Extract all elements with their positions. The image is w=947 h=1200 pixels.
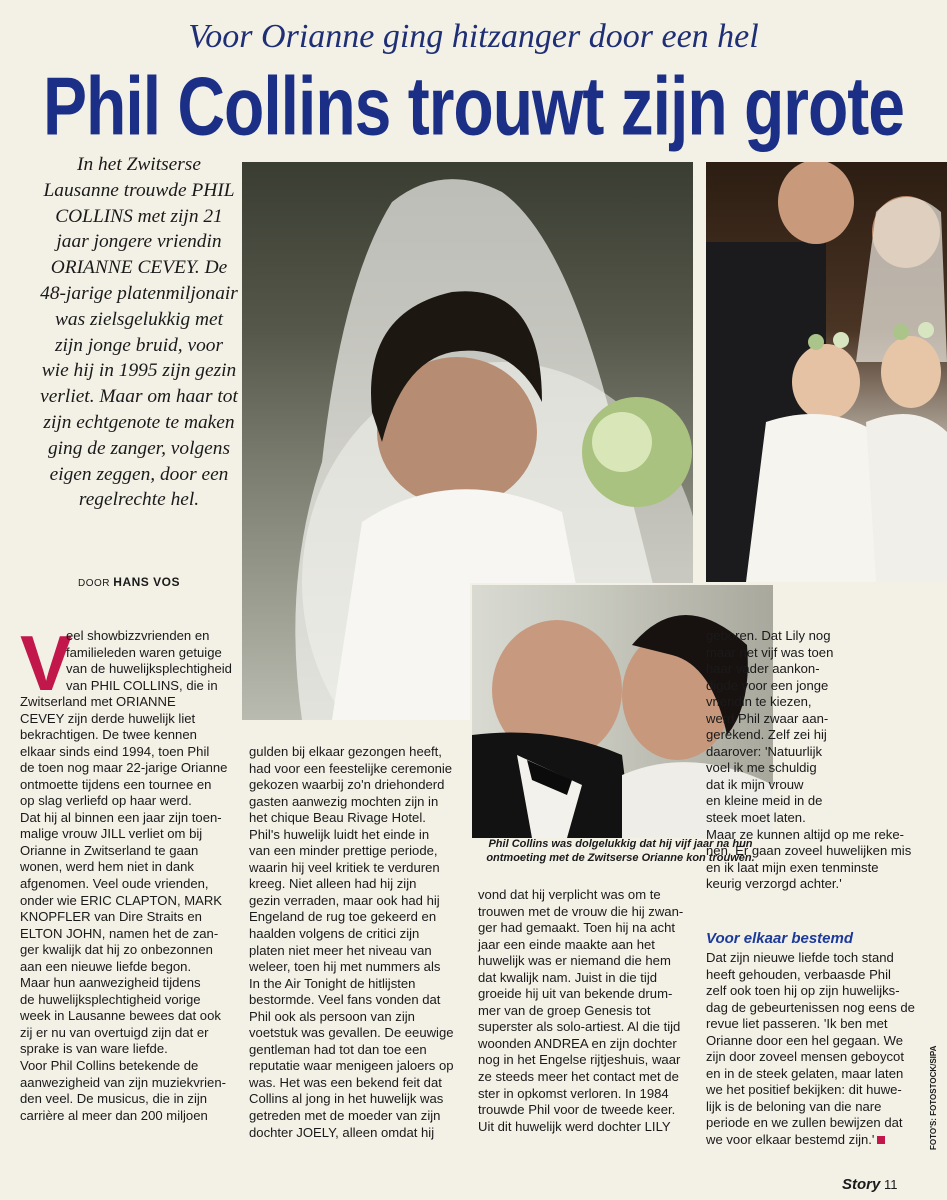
drop-cap: V [20, 619, 73, 707]
photo-caption: Phil Collins was dolgelukkig dat hij vijf jaar na hun ontmoeting met de Zwitserse Orianne kon trouwen. [486, 838, 755, 864]
kicker: Voor Orianne ging hitzanger door een hel [188, 18, 759, 55]
page-number: 11 [883, 1177, 898, 1192]
intro-text: In het Zwitserse Lausanne trouwde PHIL COLLINS met zijn 21 jaar jongere vriendin ORIANNE CEVEY. De 48-jarige platenmiljonair was zielsgelukkig met zijn jonge bruid, voor wie hij in 1995 zijn gezin verliet. Maar om haar tot zijn echtgenote te maken ging de zanger, volgens eigen zeggen, door een regelrechte hel. [40, 154, 238, 511]
byline [78, 575, 180, 589]
subheading: Voor elkaar bestemd [706, 930, 854, 947]
byline-prefix: DOOR [78, 578, 110, 589]
page-folio [842, 1176, 897, 1193]
headline: Phil Collins trouwt zijn grote [43, 59, 904, 152]
magazine-logo: Story [842, 1176, 881, 1193]
end-mark-icon [877, 1136, 885, 1144]
column-1-lead: eel showbizzvrienden en familieleden waren getuige van de huwelijksplechtigheid van PHIL COLLINS, die in [66, 628, 232, 693]
byline-author: HANS VOS [113, 575, 180, 589]
column-4-continued [706, 950, 926, 1149]
column-3: vond dat hij verplicht was om te trouwen met de vrouw die hij zwan- ger had gemaakt. Toen hij na acht jaar een einde maakte aan het huwelijk was er niemand die hem dat kwalijk nam. Juist in die tijd groeide hij uit van bekende drum- mer van de groep Genesis tot superster als solo-artiest. Al die tijd woonden ANDREA en zijn dochter nog in het Engelse rijtjeshuis, waar ze steeds meer het contact met de ster in opkomst verloren. In 1984 trouwde Phil voor de tweede keer. Uit dit huwelijk werd dochter LILY [478, 887, 684, 1134]
column-1: Zwitserland met ORIANNE CEVEY zijn derde huwelijk liet bekrachtigen. De twee kennen elkaar sinds eind 1994, toen Phil de toen nog maar 22-jarige Orianne ontmoette tijdens een tournee en op slag verliefd op haar werd. Dat hij al binnen een jaar zijn toen- malige vrouw JILL verliet om bij Orianne in Zwitserland te gaan wonen, werd hem niet in dank afgenomen. Veel oude vrienden, onder wie ERIC CLAPTON, MARK KNOPFLER van Dire Straits en ELTON JOHN, namen het de zan- ger kwalijk dat hij zo onbezonnen aan een nieuwe liefde begon. Maar hun aanwezigheid tijdens de huwelijksplechtigheid vorige week in Lausanne bewees dat ook zij er nu van overtuigd zijn dat er sprake is van ware liefde. Voor Phil Collins betekende de aanwezigheid van zijn muziekvrien- den veel. De musicus, die in zijn carrière al meer dan 200 miljoen [20, 694, 228, 1123]
column-4: geboren. Dat Lily nog maar net vijf was toen haar vader aankon- digde voor een jonge vriendin te kiezen, werd Phil zwaar aan- gerekend. Zelf zei hij daarover: 'Natuurlijk voel ik me schuldig dat ik mijn vrouw en kleine meid in de steek moet laten. Maar ze kunnen altijd op me reke- nen. Er gaan zoveel huwelijken mis en ik laat mijn exen tenminste keurig verzorgd achter.' [706, 628, 912, 892]
column-2: gulden bij elkaar gezongen heeft, had voor een feestelijke ceremonie gekozen waarbij zo'n driehonderd gasten aanwezig mochten zijn in het chique Beau Rivage Hotel. Phil's huwelijk luidt het einde in van een minder prettige periode, waarin hij veel kritiek te verduren kreeg. Niet alleen had hij zijn gezin verraden, maar ook had hij Engeland de rug toe gekeerd en haalden volgens de critici zijn platen niet meer het niveau van weleer, toen hij met nummers als In the Air Tonight de hitlijsten bestormde. Veel fans vonden dat Phil ook als persoon van zijn voetstuk was gevallen. De eeuwige gentleman had tot dan toe een reputatie waar menigeen jaloers op was. Het was een bekend feit dat Collins al jong in het huwelijk was getreden met de moeder van zijn dochter JOELY, alleen omdat hij [249, 744, 454, 1140]
wedding-group-photo [706, 162, 947, 582]
photo-credit: FOTO'S: FOTOSTOCK/SIPA [929, 1045, 938, 1150]
column-4-continued-text: Dat zijn nieuwe liefde toch stand heeft gehouden, verbaasde Phil zelf ook toen hij op zijn huwelijks- dag de gebeurtenissen nog eens de revue liet passeren. 'Ik ben met Orianne door een hel gegaan. We zijn door zoveel mensen geboycot en in de steek gelaten, maar laten we het positief bekijken: dit huwe- lijk is de beloning van die nare periode en we zullen bewijzen dat we voor elkaar bestemd zijn.' [706, 950, 915, 1148]
